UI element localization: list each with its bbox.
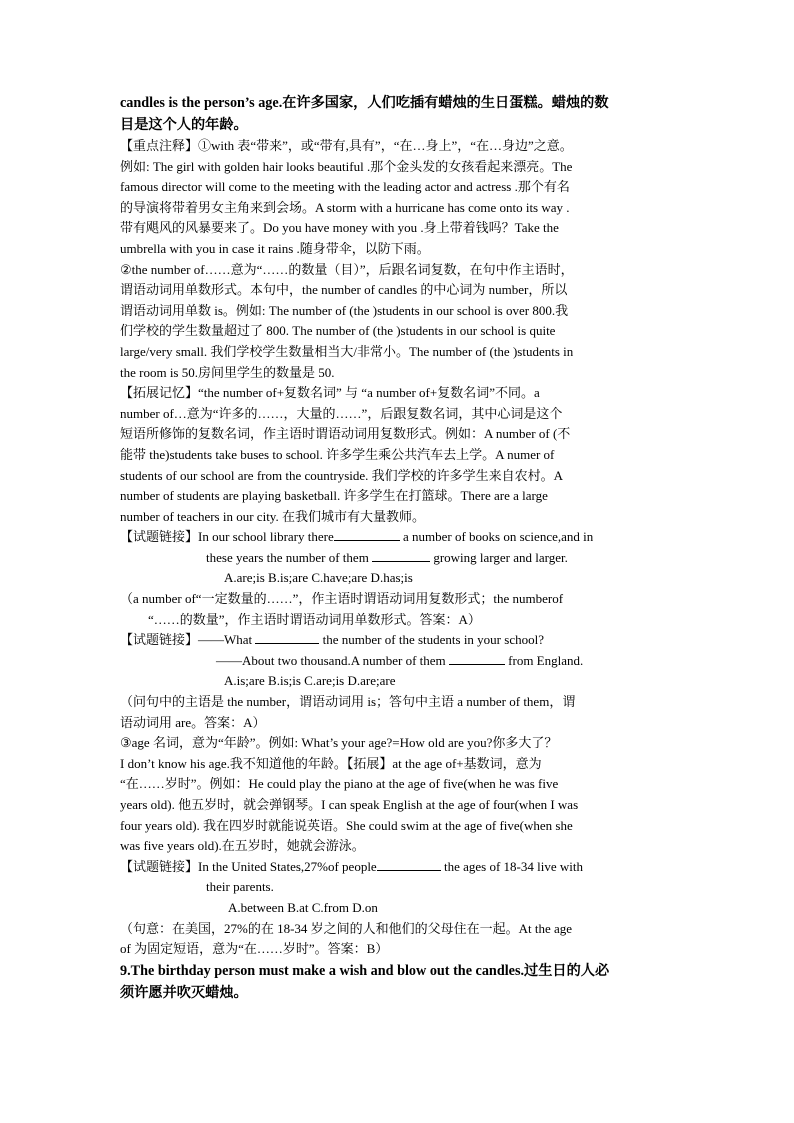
text-segment: the number of the students in your school? bbox=[319, 632, 544, 648]
text-line: 能带 the)students take buses to school. 许多学生乘公共汽车去上学。A numer of bbox=[120, 446, 555, 462]
text-line: “在……岁时”。例如：He could play the piano at the age of five(when he was five bbox=[120, 776, 559, 792]
answer-options: A.are;is B.is;are C.have;are D.has;is bbox=[224, 570, 413, 586]
answer-blank bbox=[377, 858, 441, 871]
text-line: 谓语动词用单数 is。例如: The number of (the )students in our school is over 800.我 bbox=[120, 302, 569, 318]
text-line: students of our school are from the countryside. 我们学校的许多学生来自农村。A bbox=[120, 467, 564, 483]
question-line bbox=[120, 857, 680, 878]
text-line: number of students are playing basketball. 许多学生在打篮球。There are a large bbox=[120, 488, 548, 504]
question-line bbox=[120, 630, 680, 651]
answer-options: A.is;are B.is;is C.are;is D.are;are bbox=[224, 673, 396, 689]
text-line: 短语所修饰的复数名词，作主语时谓语动词用复数形式。例如：A number of (不 bbox=[120, 426, 571, 442]
text-segment: the ages of 18-34 live with bbox=[440, 858, 583, 874]
text-line: I don’t know his age.我不知道他的年龄。【拓展】at the age of+基数词，意为 bbox=[120, 755, 542, 771]
text-segment: growing larger and larger. bbox=[430, 549, 568, 565]
text-line: was five years old).在五岁时，她就会游泳。 bbox=[120, 838, 365, 854]
text-line: the room is 50.房间里学生的数量是 50. bbox=[120, 364, 335, 380]
text-line: umbrella with you in case it rains .随身带伞，以防下雨。 bbox=[120, 240, 430, 256]
text-line: “……的数量”，作主语时谓语动词用单数形式。答案：A） bbox=[148, 611, 481, 627]
text-segment: these years the number of them bbox=[206, 549, 369, 565]
text-line: four years old). 我在四岁时就能说英语。She could swim at the age of five(when she bbox=[120, 817, 573, 833]
text-line: 谓语动词用单数形式。本句中，the number of candles 的中心词为 number，所以 bbox=[120, 282, 568, 298]
text-line: 【拓展记忆】“the number of+复数名词” 与 “a number of+复数名词”不同。a bbox=[120, 385, 540, 401]
text-line: ③age 名词，意为“年龄”。例如: What’s your age?=How old are you?你多大了？ bbox=[120, 735, 558, 751]
text-line: 语动词用 are。答案：A） bbox=[120, 714, 266, 730]
text-line: 【重点注释】①with 表“带来”，或“带有,具有”，“在…身上”，“在…身边”之意。 bbox=[120, 138, 573, 153]
answer-blank bbox=[334, 528, 400, 541]
text-line: number of teachers in our city. 在我们城市有大量教师。 bbox=[120, 508, 425, 524]
text-segment: 【试题链接】In our school library there bbox=[120, 529, 334, 545]
text-line: ②the number of……意为“……的数量（目）”，后跟名词复数，在句中作主语时， bbox=[120, 261, 574, 277]
text-line: famous director will come to the meeting with the leading actor and actress .那个有名 bbox=[120, 179, 570, 195]
text-line: 目是这个人的年龄。 bbox=[120, 117, 248, 133]
text-line: （问句中的主语是 the number，谓语动词用 is；答句中主语 a number of them，谓 bbox=[120, 694, 576, 710]
text-line: number of…意为“许多的……，大量的……”，后跟复数名词，其中心词是这个 bbox=[120, 405, 563, 421]
text-line: candles is the person’s age.在许多国家，人们吃插有蜡烛的生日蛋糕。蜡烛的数 bbox=[120, 95, 609, 111]
text-segment: 【试题链接】In the United States,27%of people bbox=[120, 858, 377, 874]
text-line: 们学校的学生数量超过了 800. The number of (the )students in our school is quite bbox=[120, 323, 556, 339]
text-segment: 【试题链接】——What bbox=[120, 632, 253, 648]
question-line bbox=[120, 527, 680, 548]
text-line: 例如: The girl with golden hair looks beautiful .那个金头发的女孩看起来漂亮。The bbox=[120, 158, 573, 174]
text-line: （a number of“一定数量的……”，作主语时谓语动词用复数形式；the numberof bbox=[120, 591, 564, 607]
document-page bbox=[120, 92, 680, 1004]
text-line: large/very small. 我们学校学生数量相当大/非常小。The number of (the )students in bbox=[120, 343, 574, 359]
text-line: 的导演将带着男女主角来到会场。A storm with a hurricane has come onto its way . bbox=[120, 199, 570, 215]
text-segment: from England. bbox=[504, 652, 584, 668]
answer-blank bbox=[449, 652, 505, 665]
text-line: years old). 他五岁时，就会弹钢琴。I can speak English at the age of four(when I was bbox=[120, 797, 579, 812]
text-line: their parents. bbox=[206, 879, 274, 895]
answer-blank bbox=[372, 549, 430, 562]
text-line: （句意：在美国，27%的在 18-34 岁之间的人和他们的父母住在一起。At the age bbox=[120, 920, 573, 936]
answer-blank bbox=[255, 631, 319, 644]
text-line: 带有飓风的风暴要来了。Do you have money with you .身上带着钱吗？Take the bbox=[120, 220, 559, 236]
question-line bbox=[120, 651, 680, 672]
question-line bbox=[120, 548, 680, 569]
text-line: 9.The birthday person must make a wish and blow out the candles.过生日的人必 bbox=[120, 962, 610, 979]
text-segment: ——About two thousand.A number of them bbox=[216, 652, 446, 668]
answer-options: A.between B.at C.from D.on bbox=[228, 899, 378, 915]
text-line: 须许愿并吹灭蜡烛。 bbox=[120, 984, 248, 1001]
text-segment: a number of books on science,and in bbox=[399, 529, 594, 545]
text-line: of 为固定短语，意为“在……岁时”。答案：B） bbox=[120, 941, 389, 957]
